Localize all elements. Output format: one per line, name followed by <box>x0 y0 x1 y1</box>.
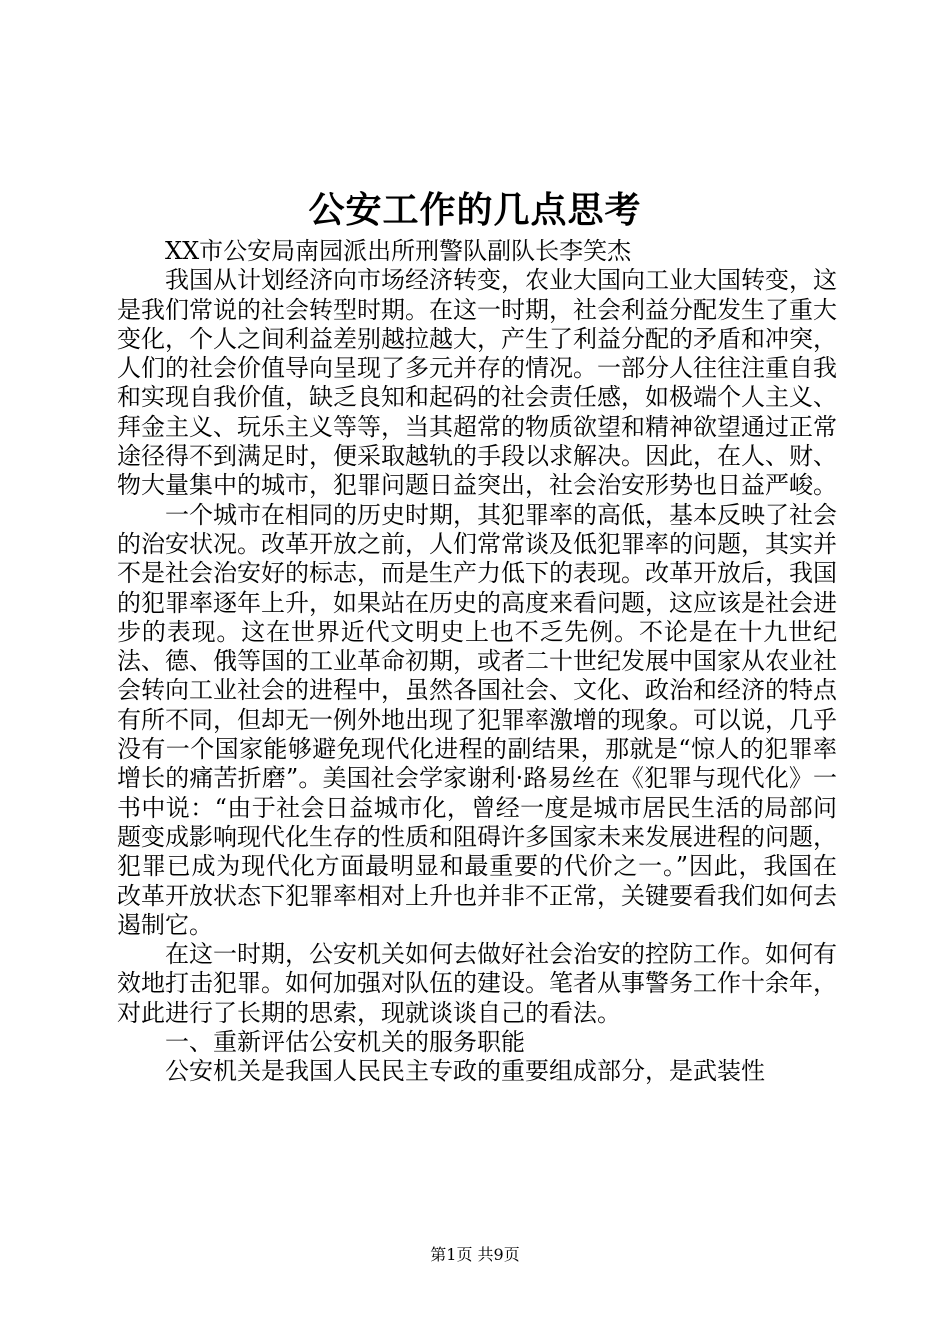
author-line: XX市公安局南园派出所刑警队副队长李笑杰 <box>165 237 632 265</box>
section-heading: 一、重新评估公安机关的服务职能 <box>165 1028 525 1057</box>
paragraph: 在这一时期，公安机关如何去做好社会治安的控防工作。如何有效地打击犯罪。如何加强对队伍的建设。笔者从事警务工作十余年，对此进行了长期的思索，现就谈谈自己的看法。 <box>117 940 837 1027</box>
document-body <box>117 237 837 1087</box>
document-title: 公安工作的几点思考 <box>308 189 642 231</box>
paragraph: 公安机关是我国人民民主专政的重要组成部分，是武装性 <box>165 1057 765 1086</box>
page-footer: 第1页 共9页 <box>430 1245 520 1264</box>
paragraph: 我国从计划经济向市场经济转变，农业大国向工业大国转变，这是我们常说的社会转型时期。在这一时期，社会利益分配发生了重大变化，个人之间利益差别越拉越大，产生了利益分配的矛盾和冲突，人们的社会价值导向呈现了多元并存的情况。一部分人往往注重自我和实现自我价值，缺乏良知和起码的社会责任感，如极端个人主义、拜金主义、玩乐主义等等，当其超常的物质欲望和精神欲望通过正常途径得不到满足时，便采取越轨的手段以求解决。因此，在人、财、物大量集中的城市，犯罪问题日益突出，社会治安形势也日益严峻。 <box>117 266 837 500</box>
paragraph: 一个城市在相同的历史时期，其犯罪率的高低，基本反映了社会的治安状况。改革开放之前，人们常常谈及低犯罪率的问题，其实并不是社会治安好的标志，而是生产力低下的表现。改革开放后，我国的犯罪率逐年上升，如果站在历史的高度来看问题，这应该是社会进步的表现。这在世界近代文明史上也不乏先例。不论是在十九世纪法、德、俄等国的工业革命初期，或者二十世纪发展中国家从农业社会转向工业社会的进程中，虽然各国社会、文化、政治和经济的特点有所不同，但却无一例外地出现了犯罪率激增的现象。可以说，几乎没有一个国家能够避免现代化进程的副结果，那就是“惊人的犯罪率增长的痛苦折磨”。美国社会学家谢利·路易丝在《犯罪与现代化》一书中说：“由于社会日益城市化，曾经一度是城市居民生活的局部问题变成影响现代化生存的性质和阻碍许多国家未来发展进程的问题，犯罪已成为现代化方面最明显和最重要的代价之一。”因此，我国在改革开放状态下犯罪率相对上升也并非不正常，关键要看我们如何去遏制它。 <box>117 500 837 939</box>
